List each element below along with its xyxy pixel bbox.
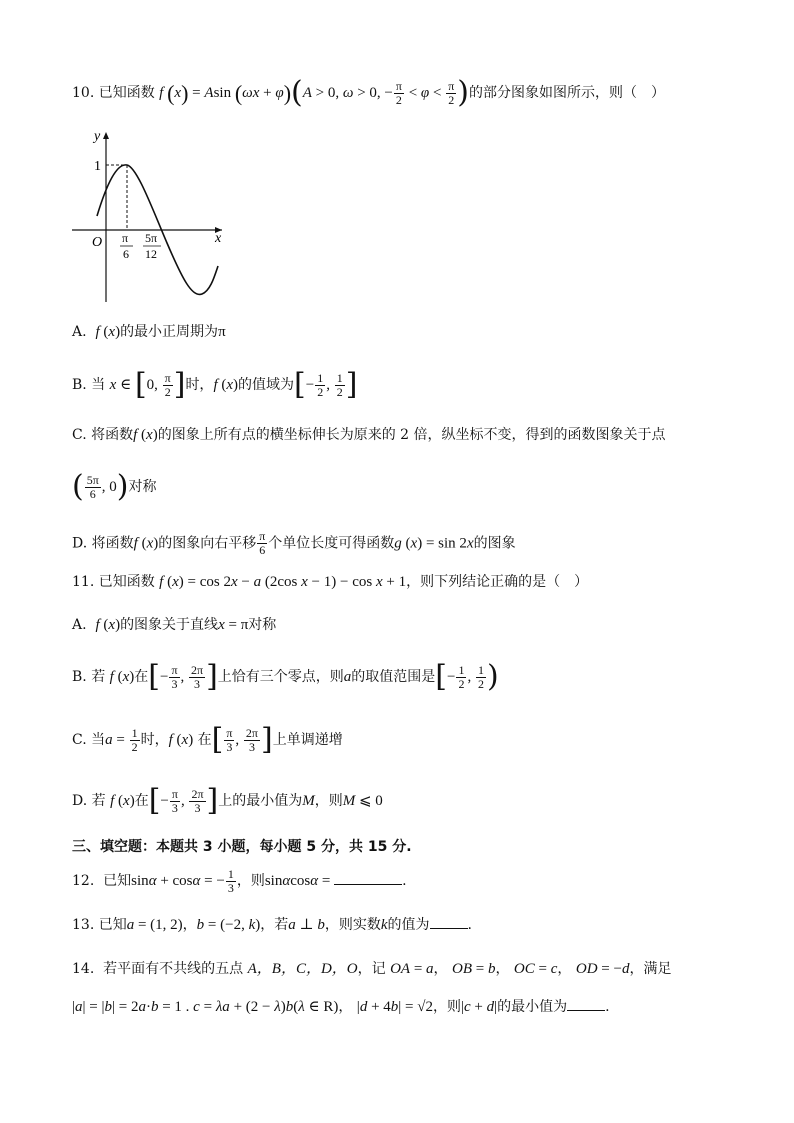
function-graph [72,128,242,308]
q10-option-a: A. f (x)的最小正周期为π [72,324,226,340]
q12-stem: 12. 已知sinα + cosα = − $\frac{1}{3}$ ，则sinαcosα = . [72,867,407,896]
x-tick-6: 6 [123,247,129,261]
q11-option-d: D. 若 f (x)在[− $\frac{\pi}{3}$ , $\frac{2\pi}{3}$ ]上的最小值为M，则M ⩽ 0 [72,783,383,818]
q11-stem: 11. 已知函数 f (x) = cos 2x − a (2cos x − 1) − cos x + 1，则下列结论正确的是（ ） [72,574,589,590]
q12-answer-blank[interactable] [334,884,402,885]
q11-option-b: B. 若 f (x)在[− $\frac{\pi}{3}$ , $\frac{2\pi}{3}$ ]上恰有三个零点，则a的取值范围是[− $\frac{1}{2}$ , $\frac{1}{2}$ ) [72,659,499,694]
q10-stem: 10. 已知函数 f (x) = Asin (ωx + φ)(A > 0, ω > 0, − $\frac{\pi}{2}$ < φ < $\frac{\pi}{2}$ )的部分图象如图所示，则（ ） [72,75,665,110]
q11-option-a: A. f (x)的图象关于直线x = π对称 [72,617,277,633]
section-title: 三、填空题：本题共 3 小题，每小题 5 分，共 15 分. [72,839,412,855]
x-tick-12: 12 [145,247,157,261]
q13-stem: 13. 已知a = (1, 2)，b = (−2, k)，若a ⊥ b，则实数k的值为 . [72,917,472,933]
y-tick-1: 1 [94,159,101,174]
q10-option-b: B. 当 x ∈ [0, $\frac{\pi}{2}$ ]时，f (x)的值域为[− $\frac{1}{2}$ , $\frac{1}{2}$ ] [72,367,358,402]
x-tick-pi: π [122,231,129,245]
q10-option-c: C. 将函数f (x)的图象上所有点的横坐标伸长为原来的 2 倍，纵坐标不变，得到的函数图象关于点 [72,427,666,443]
q10-option-d: D. 将函数f (x)的图象向右平移 $\frac{\pi}{6}$ 个单位长度可得函数g (x) = sin 2x的图象 [72,529,516,558]
q14-stem-cont: |a| = |b| = 2a·b = 1 . c = λa + (2 − λ)b(λ ∈ R)， |d + 4b| = √2，则|c + d|的最小值为 . [72,999,610,1015]
x-tick-5pi: 5π [145,231,158,245]
q14-stem: 14. 若平面有不共线的五点 A，B，C，D，O，记 OA = a， OB = b， OC = c， OD = −d，满足 [72,961,672,977]
x-axis-label: x [215,231,222,246]
q10-option-c-cont: ( $\frac{5\pi}{6}$ , 0)对称 [72,469,157,504]
y-axis-label: y [94,129,101,144]
q13-answer-blank[interactable] [430,928,468,929]
origin-label: O [92,235,103,250]
q14-answer-blank[interactable] [567,1010,605,1011]
q11-option-c: C. 当a = $\frac{1}{2}$ 时，f (x) 在[ $\frac{\pi}{3}$ , $\frac{2\pi}{3}$ ]上单调递增 [72,722,343,757]
